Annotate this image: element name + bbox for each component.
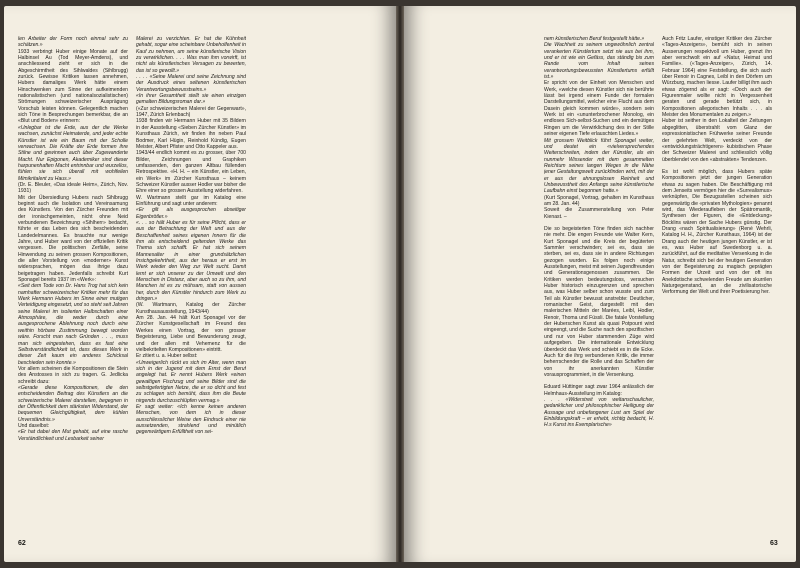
left-page-column-3	[254, 36, 364, 530]
right-page-column-3	[662, 36, 772, 530]
paragraph: Huber ist seither in den Lokalteil der Zeitungen abgeglitten, überstrahlt vom Glanz der expressionistischen Frühwerke seiner Freunde der gelehrten Welt, verdeckt von der «entwicklungsträchtigeren» kubistischen Phase der Schweizer Malerei und schliesslich völlig überblendet von den «abstrakten» Tendenzen.	[662, 118, 772, 163]
paragraph: Soweit die Zusammenstellung von Peter Kienast. –	[544, 207, 654, 220]
paragraph: 1933 verbringt Huber einige Monate auf der Halbinsel Au (Tod Meyer-Amdens), und anschliessend zieht er sich in die Abgeschirmtheit des Sihlwaldes (Sihlbrugg) zurück. Gewisse Kritiken lassen annehmen, Hubers damaliges Werk hätte einem Hinschwenken zum Sinne der aufkeimenden nationalistischen (und nationalsozialistischen) Strömungen schweizerischer Ausprägung Vorschub leisten können. Gelegentlich machen sich Töne in Besprechungen bemerkbar, die an «Blut und Boden» erinnern:	[18, 48, 128, 125]
paragraph: (W. Wartmann, Katalog der Zürcher Kunsthausausstellung, 1943/44)	[136, 302, 246, 315]
paragraph: «In ihrer Gesamtheit stellt sie einen einzigen gemalten Bildungsroman dar.»	[136, 93, 246, 106]
book-gutter	[396, 6, 404, 562]
paragraph: «Gerade diese Kompositionen, die den entscheidenden Beitrag des Künstlers an die schweizerische Malerei darstellen, begegnen in der Öffentlichkeit dem stärksten Widerstand, der bequemen Gleichgültigkeit, dem kühlen Unverständnis.»	[18, 384, 128, 423]
left-page	[4, 6, 396, 562]
paragraph: Es ist wohl möglich, dass Hubers späte Kompositionen jetzt der jungen Generation etwas zu sagen haben. Die Beschäftigung mit dem Jenseits vermögen hier die «Surrealismus» verknüpfen, Die Bezugsstellen scheinen sich gegenwärtig die «privaten Mythologien» genannt wird, das Wiederaufleben der Spätromantik, Synthesen der Figuren, die «Entdeckung» Böcklins wären der Sache Hubers günstig. Der Drang «nach Spiritualisierung» (René Wehrli, Katalog H. H., Zürcher Kunsthaus, 1964) ist der Drang auch der heutigen jungen Künstler, er ist es, was Huber auf Swedenborg u. a. zurückführt, auf die meditative Versenkung in die Natur, schreibt sich bei der heutigen Generation von der Begeisterung zu magisch geprägten Formen der Urzeit und von der oft ins Anekdotische schwelenden Freude am skurrilen Naturgegenstand, an die zivilisatorische Verformung der Welt und ihrer Poetisierung her.	[662, 168, 772, 296]
paragraph: 1943/44 endlich kommt es zu grosser, über 700 Bilder, Zeichnungen und Graphiken umfassenden, den ganzen Altbau füllenden Retrospektive. «H. H. – ein Künstler, ein Leben, ein Werk» im Zürcher Kunsthaus – keinem Schweizer Künstler ausser Hodler war bisher die Ehre einer so grossen Ausstellung widerfahren.	[136, 150, 246, 195]
paragraph: . . . «Widerstreit von weltanschaulicher, gedanklicher und philosophischer Heiligung der Aussage und unbefangener Lust am Spiel der Einbildungskraft – er erhebt, richtig bedacht, H. H.s Kunst ins Exemplarische»	[544, 396, 654, 429]
right-page-number: 63	[770, 540, 778, 547]
paragraph: Und daselbst:	[18, 422, 50, 429]
paragraph: Auch Fritz Laufer, einstiger Kritiker des Zürcher «Tages-Anzeigers», bemüht sich in seinen Ausserungen respektvoll um Huber, grenzt ihn aber verschwolt ein auf «Natur, Heimat und Familie». («Tages-Anzeiger», Zürich, 14. Februar 1964) eine Feststellung, die sich auch über Renoir in Cagnes, Leibl in den Dörfern um Würzburg, machen liesse. Laufer billigt ihm auch etwas zögernd als er sagt: «Doch auch der Figurenmaler wollte nicht in Vergessenheit geraten und gerade betützt sich, in Kompositionen allegorischen Inhalts . . . als Meister des Monumentalen zu zeigen.»	[662, 36, 772, 119]
paragraph: Eduard Hüttinger sagt zwar 1964 anlässlich der Helmhaus-Ausstellung im Katalog:	[544, 384, 654, 397]
paragraph: Malerei zu verzichten. Er hat die Kühnheit gehabt, sogar eine scheinbare Unbeholfenheit in Kauf zu nehmen, um seine künstlerische Vision zu verwirklichen. . . . Was man ihm vorwirft, ist nicht als künstlerisches Versagen zu bewerten, das ist so gewollt.»	[136, 36, 246, 74]
paragraph: Vor allem scheinen die Kompositionen die Stein des Anstosses in sich zu tragen. G. Jedlicka schreibt dazu:	[18, 365, 128, 385]
paragraph: Er spricht von der Einheit von Menschen und Werk, «welche diesen Künstler sich nie berührte lässt bei irgend einem Funde der formalen Darstellungsmittel, welcher eine Flucht aus dem Dasein gleich kommen würde», sondern sein Werk ist ein «ununterbrochener Monolog, ein endloses Sich-selbst-Suchen und ein demütiges Ringen um die Verwirklichung des in der Stille seiner eigenen Tiefe erlauschten Liedes.»	[544, 80, 654, 138]
paragraph: «Seit dem Tode von Dr. Hans Trog hat sich kein namhafter schweizerischer Kritiker mehr für das Werk Hermann Hubers im Sinne einer mutigen Verteidigung eingesetzt, und so steht seit Jahren seine Malerei im isolierten Halbschatten einer Atmosphäre, die weder durch eine ausgesprochene Ablehnung noch durch eine weithin hörbare Zustimmung bewegt worden wäre. Forscht man nach Gründen . . ., muss man sich eingestehen, dass es fast eine Selbstverständlichkeit ist, dass dieses Werk in dieser Zeit kaum ein anderes Schicksal beschieden sein konnte.»	[18, 283, 128, 366]
paragraph: («Zur schweizerischen Malerei der Gegenwart», 1947, Zürich Erlenbach)	[136, 105, 246, 119]
paragraph: 1938 finden wir Hermann Huber mit 35 Bildern in der Ausstellung «Sieben Zürcher Künstler» im Kunsthaus Zürich, wir finden ihn neben Paul Bodmer, Karl Hügin, Reinhold Kündig, Eugen Meister, Albert Pfister und Otto Kappeler aus.	[136, 118, 246, 150]
right-page-column-2	[544, 36, 654, 530]
paragraph: Er sagt weiter: «Ich kenne keinen anderen Menschen, von dem ich in dieser ausschliesslicher Weise den Eindruck einer nie aussetzenden, strahlend und minütlich gegenwärtigem Erfülltheit von sei-	[136, 403, 246, 436]
left-page-column-1	[18, 36, 128, 530]
left-page-column-2	[136, 36, 246, 530]
paragraph: Die Wachheit zu seinem ungewöhnlich zentral verankerten Künstlertum setzt nie aus bei ihm, und er ist wie ein Gefäss, das ständig bis zum Rande vom Inhalt seines verantwortungsbewussten Künstlertums erfüllt ist.»	[544, 42, 654, 81]
paragraph: «Er hat dabei den Mut gehabt, auf eine rasche Verständlichkeit und Lesbarkeit seiner	[18, 429, 128, 442]
paragraph: nem künstlerischen Beruf festgestellt hätte.»	[544, 36, 645, 42]
paragraph: len Arbeiter der Form noch einmal sehr zu schätzen.»	[18, 36, 128, 49]
right-page-column-1	[426, 36, 536, 530]
paragraph: Mit grossem Weitblick führt Sponagel weiter, und deutet ein «vielversprechendes Weiterschreiten, indem der Künstler, als ein nunmehr Wissender mit dem gesammelten Reichtum seines langen Weges in die Nähe jener Gestaltungswelt zurückfinden wird, mit der er aus der ahnungslosen Reinheit und Unbewusstheit des Anfangs seine künstlerische Laufbahn einst begonnen hatte.»	[544, 137, 654, 195]
paragraph: Er zitiert u. a. Huber selbst:	[136, 353, 198, 360]
paragraph: W. Wartmann stellt gar im Katalog eine Einführung und sagt unter anderem:	[136, 194, 246, 207]
paragraph: Die so begeisterten Töne finden sich nachher nie mehr. Die engen Freunde wie Walter Kern, Kurt Sponagel und die Kreis der begüterten Sammler verschwinden; sei es, dass sie sterben, sei es, dass sie in andere Richtungen gezogen wurden. Es folgen noch einige Ausstellungen, meist mit seinen Jugendfreunden und Generationsgenossen zusammen. Die Kritiken werden bedeutungsloss, versuchen Huber historisch einzugrenzen und sprechen aus, was Huber selber schon wusste und zum Teil als Künstler bewusst anstrebte: Deutlicher, romanischer Geist, dargestellt mit den malerischen Mitteln der Marées, Leibl, Hodler, Renoir, Thoma und Füssli. Die fatale Vorstellung der Huberschen Kunst als quasi Potpourri wird eingeengt, und die Suche nach den spezifischen und nur von Huber stammenden Züge wird aufgegeben. Die internationale Entwicklung überdeckt das Werk und schiebt es in die Ecke. Auch für die ihrg verbundenen Kritik, die immer beherrschender die Rolle und das Schaffen der von ihr anerkannten Künstler vorausprogrammiert, in die Versenkung.	[544, 225, 654, 378]
right-page	[404, 6, 796, 562]
paragraph: «Er gilt als ausgesprochen abseitiger Eigenbrötler.»	[136, 207, 246, 220]
paragraph: «Unlegbar ist die Erde, aus der die Werke wachsen, zunächst Heimaterde, und jeder echte Künstler ist wie ein Baum mit der Scholle verwachsen. Die Kräfte der Erde formen ihre Stilne und gewinnen auch über Zugewanderte Macht. Nur Epigonen, Akademiker sind dieser harpunenhaften Macht entrinnbar und wurzellos, fühlen sie sich überall mit wohlfeilen Mimikritalent zu Haus.»	[18, 124, 128, 182]
paragraph: «Unweigerlich rückt es sich im Alter, wenn man sich in der Jugend mit dem Ernst der Beruf angelegt hat. Er nennt Hubers Werk «einen gewaltigen Fischzug und seine Bilder sind die selbstgefertigten Netze, die er so dicht und fest zu schlagen sich bemüht, dass ihm die Beute nirgends durchzuschlüpfen vermag.»	[136, 359, 246, 404]
left-page-number: 62	[18, 540, 26, 547]
paragraph: . . . . «Seine Malerei und seine Zeichnung sind der Ausdruck eines seltenen künstlerischen Verantwortungsbewusstseins.»	[136, 74, 246, 93]
paragraph: (Dr. E. Bleuler, «Das ideale Heim», Zürich, Nov. 1931)	[18, 181, 128, 195]
paragraph: Mit der Übersiedlung Hubers nach Sihlbrugg beginnt auch die Isolation und Vereinsamung des Künstlers. Von den Zürcher Freunden mit der ironischgemeinten, nicht ohne Neid verbundenen Bezeichnung «Sihlherr» bedacht, führte er das Leben des sich bescheidenden Landedelmannes. Es brauchte nur wenige Jahre, und Huber ward von der offiziellen Kritik vergessen. Die politischen Zerfälle, seine Hinwendung zu seinen grossen Kompositionen, die aller Vorstellung von «moderner» Kunst widersprachen, mögen das ihrige dazu beigetragen haben. Jedenfalls schreibt Kurt Sponagel bereits 1937 im «Werk»:	[18, 194, 128, 284]
paragraph: «. . . so hält Huber es für seine Pflicht, dass er aus der Betrachtung der Welt und aus der Beschaffenheit seines eigenen Innern für die ihm als entscheidend geltenden Werke das Thema sich schafft. Er hat sich seinem Mannesalter in einer grundsätzlichen Insichgekehrtheit, aus der heraus er erst im Werk wieder den Weg zur Welt sucht. Damit lernt er sich unserer zu der Umwelt und den Menschen in Distanz, aber auch so zu ihm, und Manchen ist es zu mühsam, statt von aussen her, durch den Künstler hindurch zum Werk zu dringen.»	[136, 219, 246, 303]
paragraph: (Kurt Sponagel, Vortrag, gehalten im Kunsthaus am 28. Jan. 44)	[544, 194, 654, 207]
paragraph: Am 28. Jan. 44 hält Kurt Sponagel vor der Zürcher Kunstgesellschaft im Freund des Werkes einen Vortrag, der von grosser Begeisterung, Liebe und Bewunderung zeugt, und der allen mit Vehemenz für die vielbekritelten Kompositionen» eintritt.	[136, 315, 246, 353]
